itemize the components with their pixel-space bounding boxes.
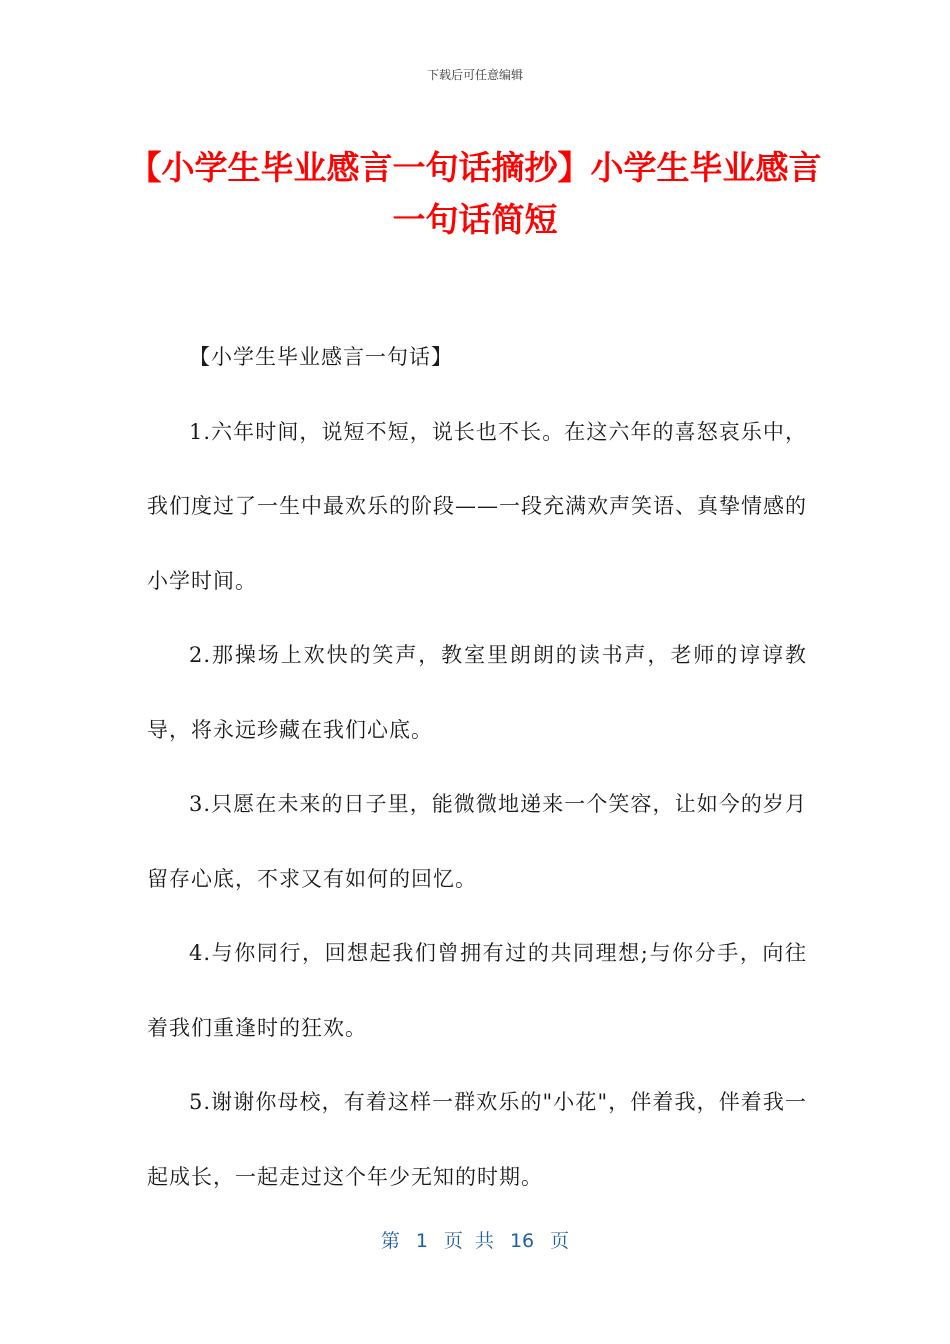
paragraph-2: 2.那操场上欢快的笑声，教室里朗朗的读书声，老师的谆谆教导，将永远珍藏在我们心底。 — [147, 643, 807, 742]
paragraph-5: 5.谢谢你母校，有着这样一群欢乐的"小花"，伴着我，伴着我一起成长，一起走过这个年少无知的时期。 — [147, 1090, 807, 1189]
page-prefix: 第 — [380, 1230, 400, 1252]
page-middle: 页 共 — [443, 1230, 494, 1252]
page-number: 1 — [415, 1230, 428, 1252]
section-heading: 【小学生毕业感言一句话】 — [189, 345, 453, 369]
page-suffix: 页 — [550, 1230, 570, 1252]
page-total: 16 — [509, 1230, 535, 1252]
paragraph-3: 3.只愿在未来的日子里，能微微地递来一个笑容，让如今的岁月留存心底，不求又有如何的回忆。 — [147, 792, 807, 891]
page-footer — [0, 1226, 950, 1253]
paragraph-1: 1.六年时间，说短不短，说长也不长。在这六年的喜怒哀乐中，我们度过了一生中最欢乐的阶段——一段充满欢声笑语、真挚情感的小学时间。 — [147, 419, 807, 593]
page-header-note: 下载后可任意编辑 — [426, 68, 523, 82]
document-body — [147, 320, 807, 1214]
paragraph-4: 4.与你同行，回想起我们曾拥有过的共同理想;与你分手，向往着我们重逢时的狂欢。 — [147, 941, 807, 1040]
document-title: 【小学生毕业感言一句话摘抄】小学生毕业感言一句话简短 — [128, 148, 822, 239]
